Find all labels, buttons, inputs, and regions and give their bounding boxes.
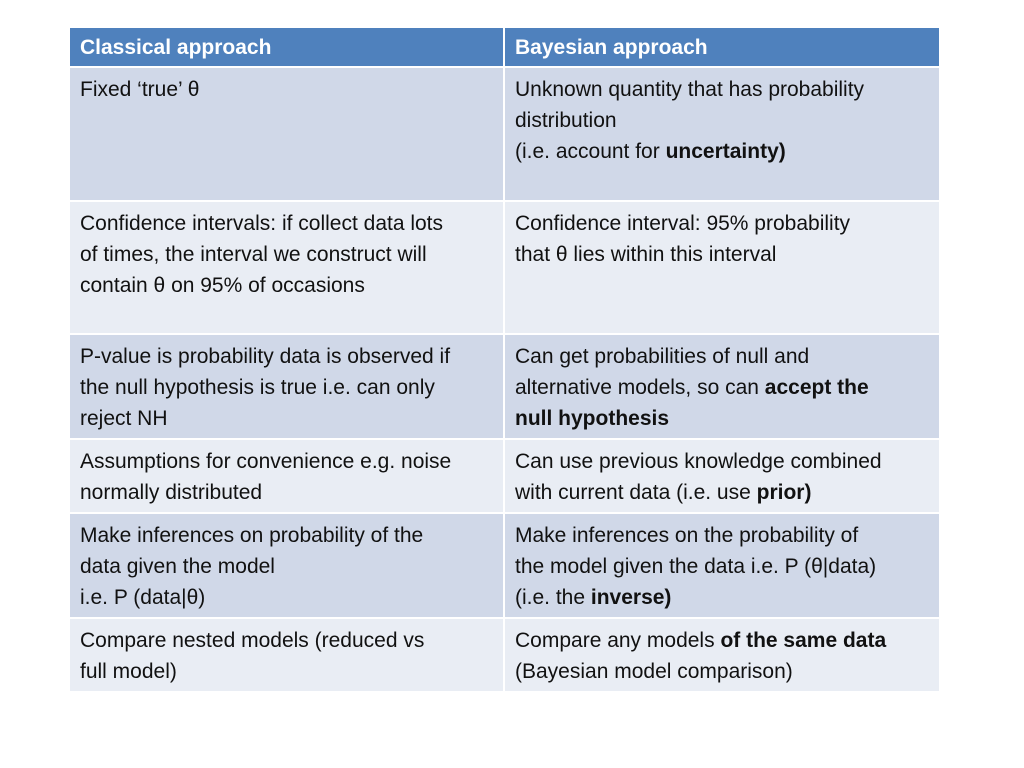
header-classical: Classical approach [69, 27, 504, 67]
bayesian-cell [504, 439, 940, 513]
cell-line: Make inferences on the probability of [515, 524, 859, 547]
table-row [69, 67, 940, 201]
cell-line: the model given the data i.e. P (θ|data) [515, 555, 877, 578]
cell-text: (i.e. account for [515, 140, 666, 163]
cell-line: i.e. P (data|θ) [80, 586, 206, 609]
cell-line: full model) [80, 660, 177, 683]
cell-line: Assumptions for convenience e.g. noise [80, 450, 452, 473]
emphasis-text: null hypothesis [515, 407, 670, 430]
cell-line: Unknown quantity that has probability [515, 78, 865, 101]
cell-line: Confidence interval: 95% probability [515, 212, 851, 235]
table-row [69, 201, 940, 334]
cell-line [515, 582, 929, 613]
cell-text: alternative models, so can [515, 376, 765, 399]
cell-line: Fixed ‘true’ θ [80, 78, 200, 101]
cell-line: the null hypothesis is true i.e. can only [80, 376, 435, 399]
cell-line: of times, the interval we construct will [80, 243, 427, 266]
cell-line [515, 403, 929, 434]
cell-line: that θ lies within this interval [515, 243, 777, 266]
cell-line: Can get probabilities of null and [515, 345, 810, 368]
bayesian-cell [504, 618, 940, 692]
cell-line: distribution [515, 109, 617, 132]
emphasis-text: prior) [756, 481, 812, 504]
table-row [69, 513, 940, 618]
cell-line: P-value is probability data is observed if [80, 345, 451, 368]
table-header-row [69, 27, 940, 67]
classical-cell [69, 618, 504, 692]
cell-line: Compare nested models (reduced vs [80, 629, 425, 652]
classical-cell [69, 67, 504, 201]
classical-cell [69, 334, 504, 439]
cell-line [515, 372, 929, 403]
classical-cell [69, 439, 504, 513]
bayesian-cell [504, 201, 940, 334]
cell-line: Make inferences on probability of the [80, 524, 424, 547]
cell-line: normally distributed [80, 481, 263, 504]
emphasis-text: uncertainty) [665, 140, 786, 163]
cell-line: contain θ on 95% of occasions [80, 274, 365, 297]
classical-cell [69, 513, 504, 618]
emphasis-text: accept the [764, 376, 869, 399]
cell-line [515, 136, 929, 167]
table-row [69, 618, 940, 692]
bayesian-cell [504, 513, 940, 618]
cell-line: Confidence intervals: if collect data lots [80, 212, 444, 235]
table-row [69, 439, 940, 513]
cell-line [515, 625, 929, 656]
cell-text: with current data (i.e. use [515, 481, 757, 504]
cell-line: (Bayesian model comparison) [515, 660, 793, 683]
cell-line [515, 477, 929, 508]
cell-line: Can use previous knowledge combined [515, 450, 882, 473]
classical-cell [69, 201, 504, 334]
cell-line: reject NH [80, 407, 168, 430]
bayesian-cell [504, 67, 940, 201]
cell-line: data given the model [80, 555, 275, 578]
cell-text: Compare any models [515, 629, 721, 652]
emphasis-text: inverse) [590, 586, 672, 609]
emphasis-text: of the same data [720, 629, 887, 652]
comparison-table [68, 26, 941, 693]
bayesian-cell [504, 334, 940, 439]
table-row [69, 334, 940, 439]
header-bayesian: Bayesian approach [504, 27, 940, 67]
cell-text: (i.e. the [515, 586, 591, 609]
